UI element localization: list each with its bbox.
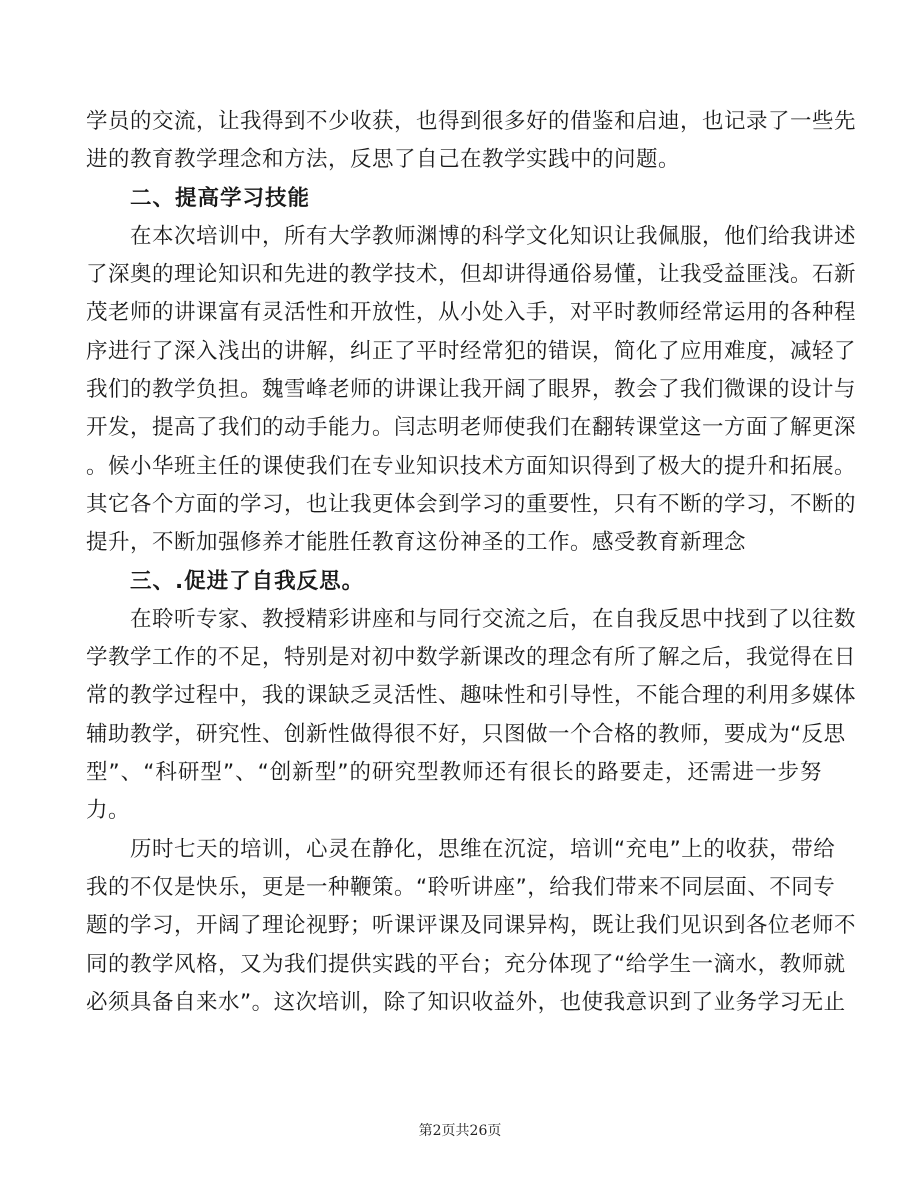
document-body	[86, 103, 857, 1022]
text-line: 同的教学风格，又为我们提供实践的平台；充分体现了“给学生一滴水，教师就	[86, 951, 846, 977]
text-line: 型”、“科研型”、“创新型”的研究型教师还有很长的路要走，还需进一步努	[86, 760, 822, 786]
text-line: 序进行了深入浅出的讲解，纠正了平时经常犯的错误，简化了应用难度，减轻了	[86, 338, 857, 364]
text-line: 。候小华班主任的课使我们在专业知识技术方面知识得到了极大的提升和拓展。	[86, 453, 857, 479]
text-line: 开发，提高了我们的动手能力。闫志明老师使我们在翻转课堂这一方面了解更深	[86, 415, 857, 441]
text-line: 力。	[86, 798, 131, 824]
text-line: 必须具备自来水”。这次培训，除了知识收益外，也使我意识到了业务学习无止	[86, 989, 846, 1015]
text-line: 在聆听专家、教授精彩讲座和与同行交流之后，在自我反思中找到了以往数	[130, 606, 857, 632]
text-line: 辅助教学，研究性、创新性做得很不好，只图做一个合格的教师，要成为“反思	[86, 721, 846, 747]
text-line: 了深奥的理论知识和先进的教学技术，但却讲得通俗易懂，让我受益匪浅。石新	[86, 262, 857, 288]
text-line: 学教学工作的不足，特别是对初中数学新课改的理念有所了解之后，我觉得在日	[86, 645, 857, 671]
text-line: 茂老师的讲课富有灵活性和开放性，从小处入手，对平时教师经常运用的各种程	[86, 300, 857, 326]
text-line: 题的学习，开阔了理论视野；听课评课及同课异构，既让我们见识到各位老师不	[86, 913, 857, 939]
section-heading: 三、.促进了自我反思。	[130, 568, 365, 594]
text-line: 我们的教学负担。魏雪峰老师的讲课让我开阔了眼界，教会了我们微课的设计与	[86, 377, 857, 403]
text-line: 其它各个方面的学习，也让我更体会到学习的重要性，只有不断的学习，不断的	[86, 491, 857, 517]
text-line: 常的教学过程中，我的课缺乏灵活性、趣味性和引导性，不能合理的利用多媒体	[86, 683, 857, 709]
text-line: 在本次培训中，所有大学教师渊博的科学文化知识让我佩服，他们给我讲述	[130, 223, 857, 249]
text-line: 我的不仅是快乐，更是一种鞭策。“聆听讲座”，给我们带来不同层面、不同专	[86, 874, 836, 900]
text-line: 进的教育教学理念和方法，反思了自己在教学实践中的问题。	[86, 147, 681, 173]
text-line: 学员的交流，让我得到不少收获，也得到很多好的借鉴和启迪，也记录了一些先	[86, 109, 857, 134]
text-line: 历时七天的培训，心灵在静化，思维在沉淀，培训“充电”上的收获，带给	[130, 836, 836, 862]
text-line: 提升，不断加强修养才能胜任教育这份神圣的工作。感受教育新理念	[86, 530, 747, 556]
page-number: 第2页共26页	[418, 1123, 502, 1139]
section-heading: 二、提高学习技能	[130, 185, 311, 211]
